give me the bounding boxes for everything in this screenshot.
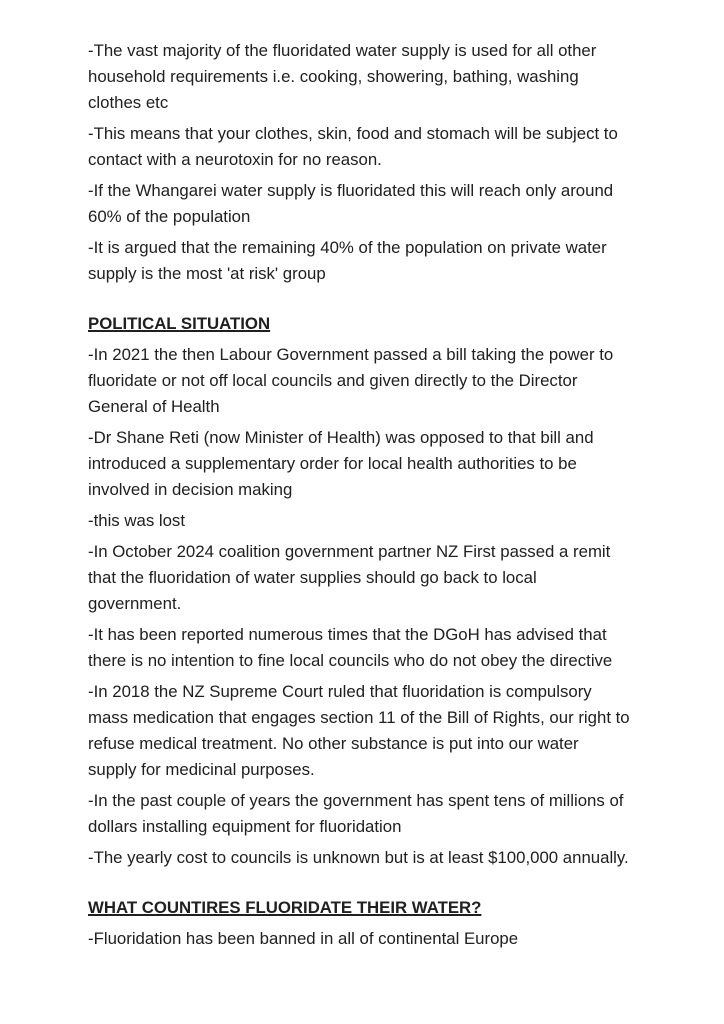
- document-body: [88, 38, 630, 952]
- bullet-paragraph: -The vast majority of the fluoridated water supply is used for all other household requirements i.e. cooking, showering, bathing, washing clothes etc: [88, 41, 597, 112]
- bullet-paragraph: -this was lost: [88, 511, 185, 530]
- bullet-paragraph: -It is argued that the remaining 40% of the population on private water supply is the most 'at risk' group: [88, 238, 607, 283]
- bullet-paragraph: -If the Whangarei water supply is fluoridated this will reach only around 60% of the population: [88, 181, 614, 226]
- bullet-paragraph: -In 2018 the NZ Supreme Court ruled that fluoridation is compulsory mass medication that engages section 11 of the Bill of Rights, our right to refuse medical treatment. No other substance is put into our water supply for medicinal purposes.: [88, 682, 630, 779]
- section-heading-what-countries-fluoridate: WHAT COUNTIRES FLUORIDATE THEIR WATER?: [88, 898, 482, 917]
- bullet-paragraph: -This means that your clothes, skin, food and stomach will be subject to contact with a neurotoxin for no reason.: [88, 124, 618, 169]
- bullet-paragraph: -In the past couple of years the government has spent tens of millions of dollars installing equipment for fluoridation: [88, 791, 624, 836]
- bullet-paragraph: -The yearly cost to councils is unknown but is at least $100,000 annually.: [88, 848, 629, 867]
- bullet-paragraph: -Fluoridation has been banned in all of continental Europe: [88, 929, 519, 948]
- bullet-paragraph: -In 2021 the then Labour Government passed a bill taking the power to fluoridate or not off local councils and given directly to the Director General of Health: [88, 345, 614, 416]
- bullet-paragraph: -Dr Shane Reti (now Minister of Health) was opposed to that bill and introduced a supplementary order for local health authorities to be involved in decision making: [88, 428, 594, 499]
- bullet-paragraph: -In October 2024 coalition government partner NZ First passed a remit that the fluoridation of water supplies should go back to local government.: [88, 542, 611, 613]
- section-heading-political-situation: POLITICAL SITUATION: [88, 314, 271, 333]
- bullet-paragraph: -It has been reported numerous times that the DGoH has advised that there is no intention to fine local councils who do not obey the directive: [88, 625, 613, 670]
